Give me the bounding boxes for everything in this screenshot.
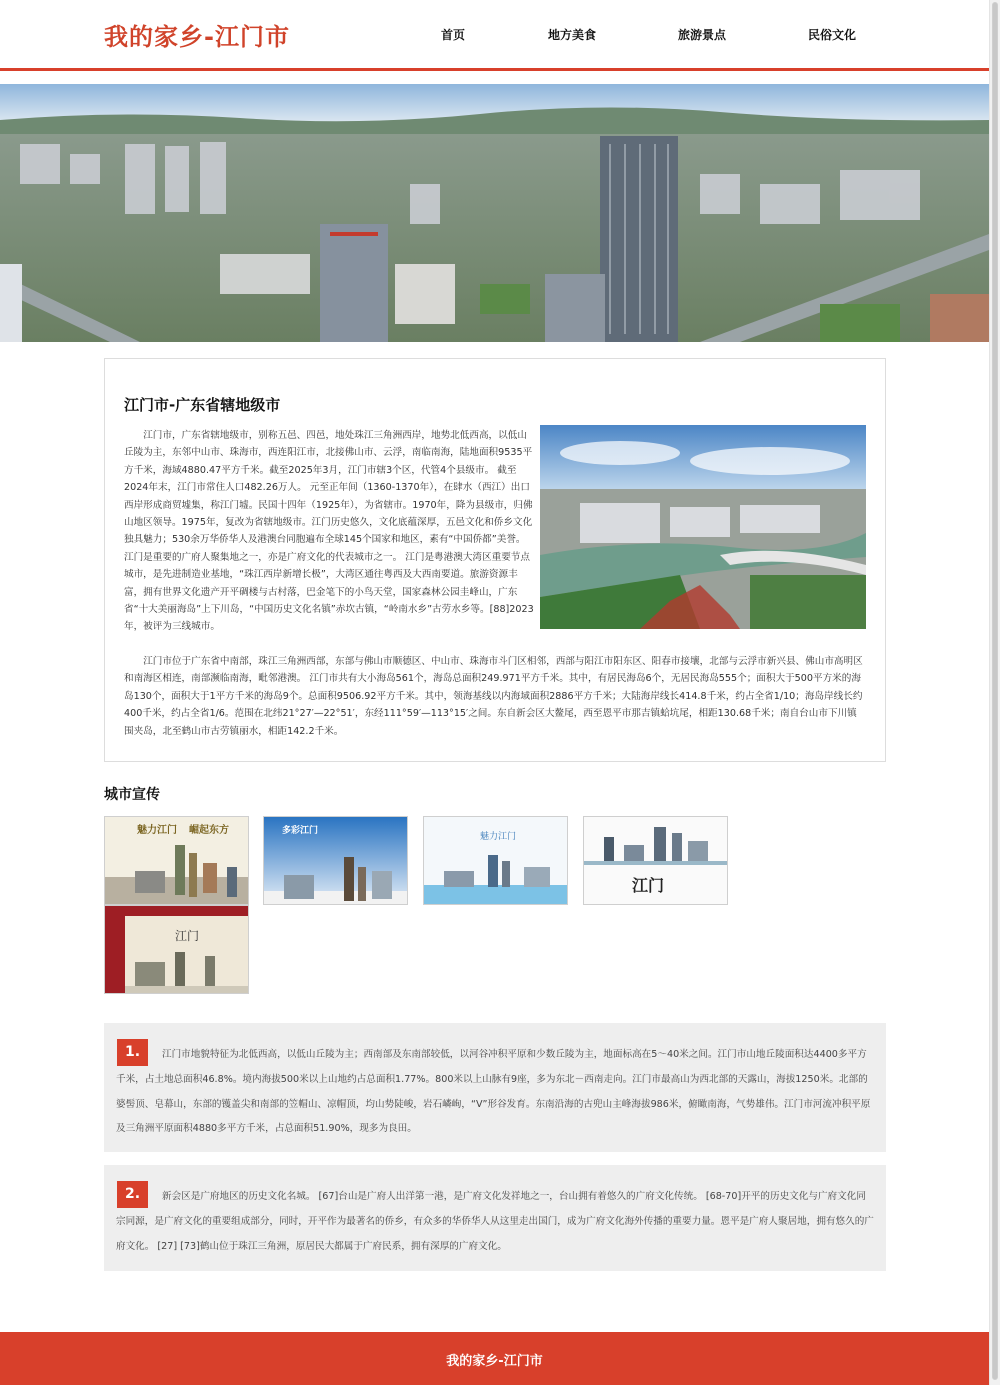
promo-poster-4[interactable]	[583, 816, 728, 905]
info-box-2-text: 新会区是广府地区的历史文化名城。 [67]台山是广府人出洋第一港，是广府文化发祥地之一，台山拥有着悠久的广府文化传统。 [68-70]开平的历史文化与广府文化同宗同源，是广府文化的重要组成部分，同时，开平作为最著名的侨乡，有众多的华侨华人从这里走出国门，成为广府文化海外传播的重要力量。恩平是广府人聚居地，拥有悠久的广府文化。 [27] [73]鹤山位于珠江三角洲，原居民大都属于广府民系，拥有深厚的广府文化。	[116, 1191, 874, 1252]
intro-paragraph-1: 江门市，广东省辖地级市，别称五邑、四邑，地处珠江三角洲西岸，地势北低西高，以低山丘陵为主，东邻中山市、珠海市，西连阳江市，北接佛山市、云浮，南临南海，陆地面积9535平方千米，海域4880.47平方千米。截至2025年3月，江门市辖3个区，代管4个县级市。 截至2024年末，江门市常住人口482.26万人。 元至正年间（1360-1370年），在肆水（西江）出口西岸形成商贸墟集，称江门墟。民国十四年（1925年），为省辖市。1970年，降为县级市，归佛山地区领导。1975年，复改为省辖地级市。江门历史悠久，文化底蕴深厚，五邑文化和侨乡文化独具魅力；530余万华侨华人及港澳台同胞遍布全球145个国家和地区，素有“中国侨都”美誉。江门是重要的广府人聚集地之一，亦是广府文化的代表城市之一。 江门是粤港澳大湾区重要节点城市，是先进制造业基地，“珠江西岸新增长极”，大湾区通往粤西及大西南要道。旅游资源丰富，拥有世界文化遗产开平碉楼与古村落，巴金笔下的小鸟天堂，国家森林公园圭峰山，广东省“十大美丽海岛”上下川岛，“中国历史文化名镇”赤坎古镇，“岭南水乡”古劳水乡等。[88]2023年，被评为三线城市。	[124, 430, 534, 633]
poster-3-caption: 魅力江门	[480, 832, 517, 842]
page-scrollbar[interactable]	[989, 0, 1000, 1385]
promo-poster-1[interactable]	[104, 816, 249, 905]
site-logo[interactable]: 我的家乡-江门市	[104, 23, 290, 51]
info-box-1-text: 江门市地貌特征为北低西高，以低山丘陵为主；西南部及东南部较低，以河谷冲积平原和少数丘陵为主，地面标高在5～40米之间。江门市山地丘陵面积达4400多平方千米，占土地总面积46.8%。境内海拔500米以上山地约占总面积1.77%。800米以上山脉有9座，多为东北－西南走向。江门市最高山为西北部的天露山，海拔1250米。北部的婆髻顶、皂幕山，东部的镬盖尖和南部的笠帽山、凉帽顶，均山势陡峻，岩石嶙峋，“V”形谷发育。东南沿海的古兜山主峰海拔986米，俯瞰南海，气势雄伟。江门市河流冲积平原及三角洲平原面积4880多平方千米，占总面积51.90%，现多为良田。	[116, 1049, 871, 1135]
site-header	[0, 0, 989, 68]
info-box-1-number: 1.	[117, 1039, 148, 1066]
intro-card	[104, 358, 886, 762]
poster-1-caption-b: 崛起东方	[189, 825, 229, 836]
header-divider	[0, 68, 989, 71]
promo-poster-2[interactable]	[263, 816, 408, 905]
nav-local-food[interactable]: 地方美食	[547, 28, 597, 42]
info-box-1	[104, 1023, 886, 1152]
hero-banner-image	[0, 84, 989, 342]
intro-title: 江门市-广东省辖地级市	[124, 396, 281, 414]
footer-text: 我的家乡-江门市	[446, 1354, 543, 1369]
poster-2-caption: 多彩江门	[282, 826, 319, 836]
nav-folk-culture[interactable]: 民俗文化	[807, 28, 857, 42]
poster-4-caption: 江门	[632, 876, 665, 895]
intro-paragraph-2: 江门市位于广东省中南部，珠江三角洲西部，东部与佛山市顺德区、中山市、珠海市斗门区相邻，西部与阳江市阳东区、阳春市接壤，北部与云浮市新兴县、佛山市高明区和南海区相连，南部濒临南海，毗邻港澳。 江门市共有大小海岛561个，海岛总面积249.971平方千米。其中，有居民海岛6个，无居民海岛555个；面积大于500平方米的海岛130个，面积大于1平方千米的海岛9个。总面积9506.92平方千米。其中，领海基线以内海域面积2886平方千米；大陆海岸线长414.8千米，约占全省1/10；海岛岸线长约400千米，约占全省1/6。范围在北纬21°27′—22°51′，东经111°59′—113°15′之间。东自新会区大鳌尾，西至恩平市那吉镇蛤坑尾，相距130.68千米；南自台山市下川镇围夹岛，北至鹤山市古劳镇丽水，相距142.2千米。	[124, 656, 863, 737]
poster-5-caption: 江门	[175, 929, 200, 943]
site-footer	[0, 1332, 989, 1385]
promo-poster-5[interactable]	[104, 905, 249, 994]
info-box-2-number: 2.	[117, 1181, 148, 1208]
nav-scenic-spots[interactable]: 旅游景点	[677, 28, 727, 42]
scrollbar-thumb[interactable]	[992, 2, 998, 1380]
promo-poster-3[interactable]	[423, 816, 568, 905]
poster-1-caption-a: 魅力江门	[137, 825, 177, 836]
promo-section-title: 城市宣传	[104, 787, 160, 803]
info-box-2	[104, 1165, 886, 1271]
nav-home[interactable]: 首页	[440, 28, 466, 42]
city-aerial-photo	[540, 425, 866, 629]
